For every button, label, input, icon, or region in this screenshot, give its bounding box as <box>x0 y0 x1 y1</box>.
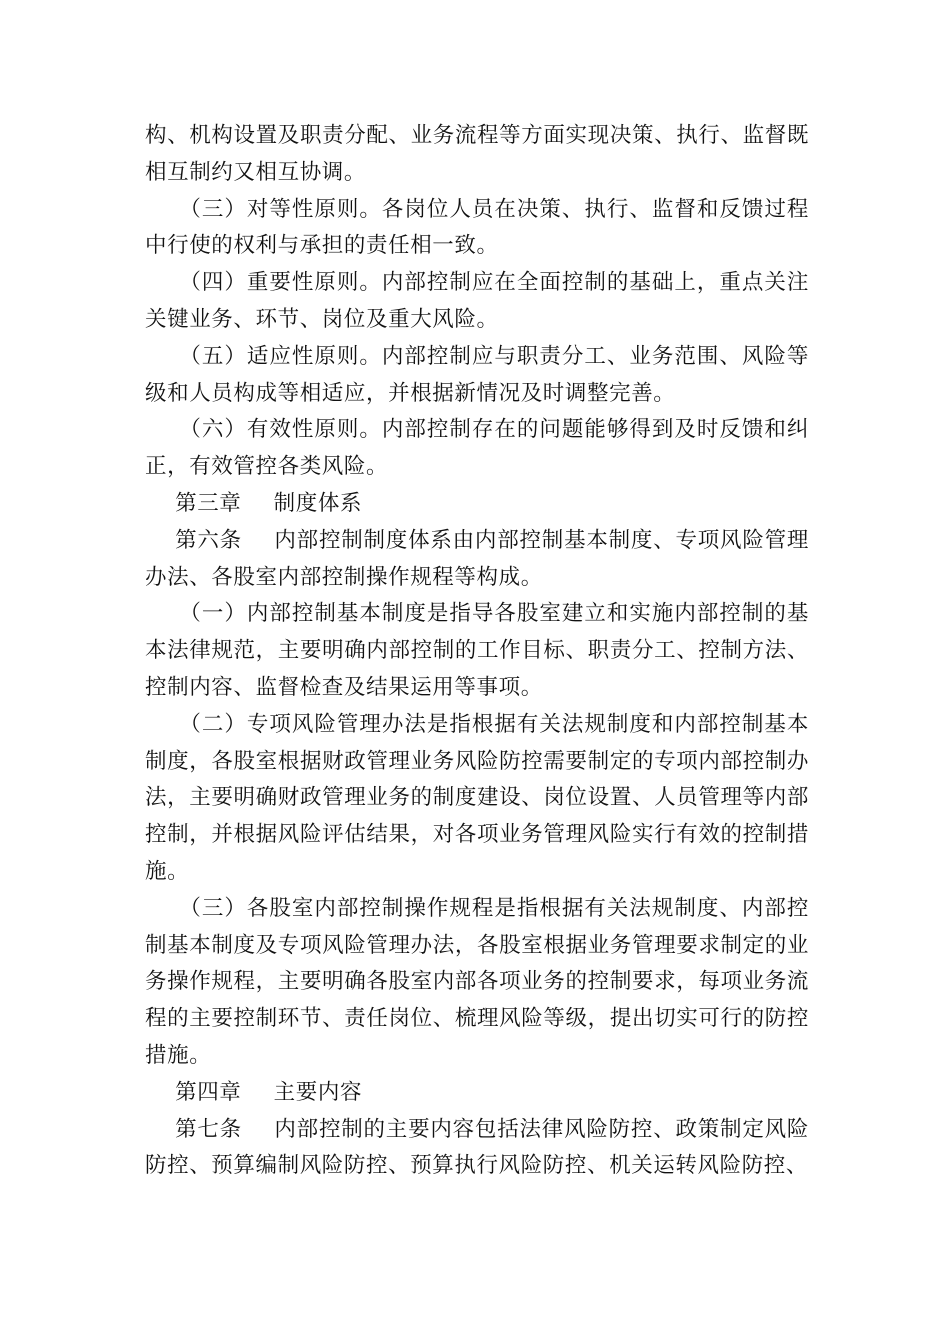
chapter-heading-3 <box>145 486 809 523</box>
paragraph-principle-3: （三）对等性原则。各岗位人员在决策、执行、监督和反馈过程中行使的权利与承担的责任相一致。 <box>145 196 809 259</box>
document-body <box>145 118 809 1185</box>
chapter-label: 第四章 <box>175 1079 242 1105</box>
article-text: 内部控制制度体系由内部控制基本制度、专项风险管理办法、各股室内部控制操作规程等构成。 <box>145 527 809 590</box>
paragraph-principle-6: （六）有效性原则。内部控制存在的问题能够得到及时反馈和纠正，有效管控各类风险。 <box>145 417 809 480</box>
chapter-title: 制度体系 <box>273 490 363 516</box>
article-7 <box>145 1112 809 1186</box>
paragraph-system-1: （一）内部控制基本制度是指导各股室建立和实施内部控制的基本法律规范，主要明确内部控制的工作目标、职责分工、控制方法、控制内容、监督检查及结果运用等事项。 <box>145 601 809 700</box>
article-label: 第六条 <box>175 527 242 553</box>
chapter-heading-4 <box>145 1075 809 1112</box>
chapter-label: 第三章 <box>175 490 242 516</box>
article-text: 内部控制的主要内容包括法律风险防控、政策制定风险防控、预算编制风险防控、预算执行风险防控、机关运转风险防控、 <box>145 1116 809 1179</box>
article-label: 第七条 <box>175 1116 242 1142</box>
paragraph-continuation: 构、机构设置及职责分配、业务流程等方面实现决策、执行、监督既相互制约又相互协调。 <box>145 123 809 185</box>
paragraph-system-2: （二）专项风险管理办法是指根据有关法规制度和内部控制基本制度，各股室根据财政管理业务风险防控需要制定的专项内部控制办法，主要明确财政管理业务的制度建设、岗位设置、人员管理等内部控制，并根据风险评估结果，对各项业务管理风险实行有效的控制措施。 <box>145 711 809 884</box>
paragraph-principle-4: （四）重要性原则。内部控制应在全面控制的基础上，重点关注关键业务、环节、岗位及重大风险。 <box>145 270 809 332</box>
chapter-title: 主要内容 <box>273 1079 363 1105</box>
paragraph-system-3: （三）各股室内部控制操作规程是指根据有关法规制度、内部控制基本制度及专项风险管理办法，各股室根据业务管理要求制定的业务操作规程，主要明确各股室内部各项业务的控制要求，每项业务流程的主要控制环节、责任岗位、梳理风险等级，提出切实可行的防控措施。 <box>145 895 809 1068</box>
paragraph-principle-5: （五）适应性原则。内部控制应与职责分工、业务范围、风险等级和人员构成等相适应，并根据新情况及时调整完善。 <box>145 343 809 406</box>
article-6 <box>145 523 809 597</box>
